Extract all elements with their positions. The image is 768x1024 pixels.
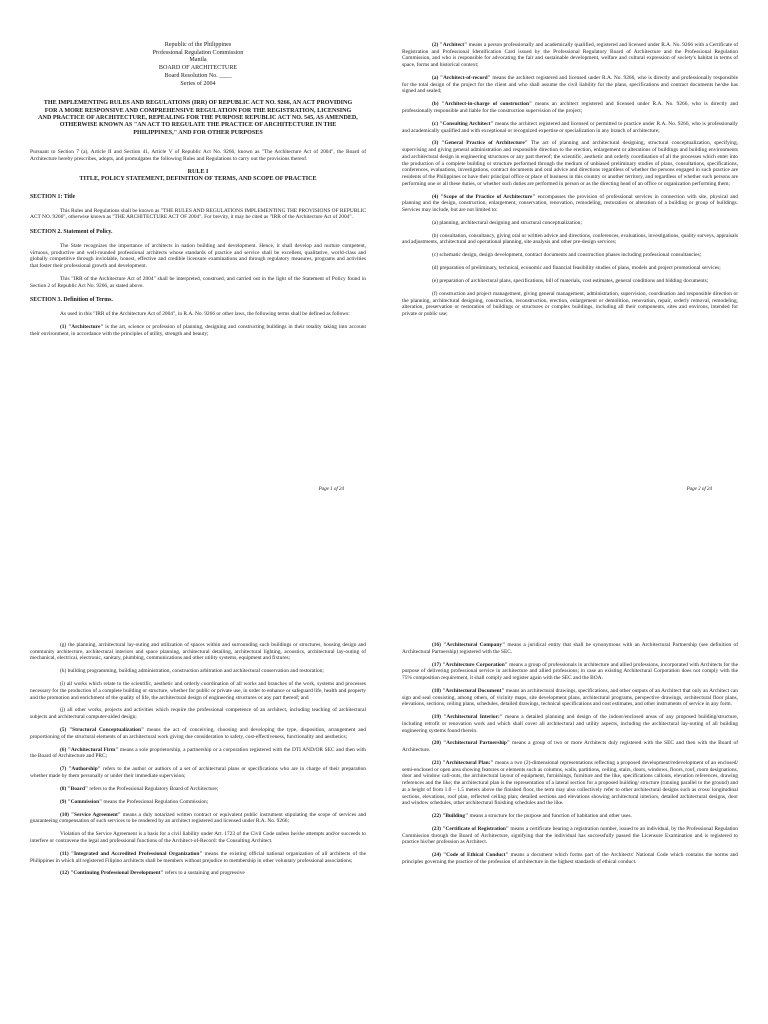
definition-item bbox=[30, 812, 366, 825]
definition-term: (8) "Board" bbox=[60, 785, 88, 792]
definition-text: refers to the Professional Regulatory Board of Architecture; bbox=[88, 785, 219, 792]
definition-term: (16) "Architectural Company" bbox=[432, 642, 506, 648]
header-line: Professional Regulation Commission bbox=[152, 49, 244, 56]
definition-text: Violation of the Service Agreement is a basis for a civil liability under Art. 1723 of the Civil Code unless he/she attempts and/or succeeds to interfere or contravene the legal and professional functions of the Architect-of-Record: the Consulting Architect. bbox=[30, 831, 366, 844]
definition-item bbox=[402, 826, 738, 846]
definition-text: (a) planning, architectural designing and structural conceptualization; bbox=[432, 219, 582, 226]
definition-text: means the Professional Regulation Commission; bbox=[102, 798, 209, 805]
definition-item bbox=[30, 851, 366, 864]
definition-item bbox=[402, 75, 738, 95]
document-title: THE IMPLEMENTING RULES AND REGULATIONS (IRR) OF REPUBLIC ACT NO. 9266, AN ACT PROVIDING FOR A MORE RESPONSIVE AND COMPREHENSIVE REGULATION FOR THE REGISTRATION, LICENSING AND PRACTICE OF ARCHITECTURE, REPEALING FOR THE PURPOSE REPUBLIC ACT NO. 545, AS AMENDED, OTHERWISE KNOWN AS "AN ACT TO REGULATE THE PRACTICE OF ARCHITECTURE IN THE PHILIPPINES," AND FOR OTHER PURPOSES bbox=[38, 100, 358, 136]
definition-item bbox=[30, 766, 366, 779]
definition-item bbox=[30, 831, 366, 844]
definition-term: (19) "Architectural Interior:" bbox=[432, 714, 503, 721]
definition-text: means the existing official national organization of all architects of the Philippines in which all registered Filipino architects shall be members without prejudice to membership in other voluntary professional associations; bbox=[30, 850, 366, 864]
page-footer: Page 2 of 24 bbox=[686, 487, 712, 492]
definition-term: (10) "Service Agreement" bbox=[60, 811, 121, 818]
definition-term: (b) "Architect-in-charge of construction" bbox=[432, 101, 532, 108]
definition-item bbox=[402, 252, 738, 259]
preamble: Pursuant to Section 7 (a), Article II and Section 41, Article V of Republic Act No. 9266, known as "The Architecture Act of 2004", the Board of Architecture hereby prescribes, adopts, and promulgates the following Rules and Regulations to carry out the provisions thereof. bbox=[30, 149, 366, 162]
definition-text: means an architect registered and licensed under R.A. No. 9266, who is directly and professionally responsible and liable for the construction supervision of the project; bbox=[402, 101, 738, 114]
definition-term: (a) "Architect-of-record" bbox=[432, 75, 491, 81]
definition-term: (18) "Architectural Document" bbox=[432, 687, 505, 694]
document-page-1 bbox=[0, 0, 384, 512]
header-line: BOARD OF ARCHITECTURE bbox=[158, 65, 238, 72]
definition-text: means a duly notarized written contract or equivalent public instrument stipulating the scope of services and guaranteeing compensation of such services to be rendered by an architect registered and licensed under R.A. No. 9266; bbox=[30, 811, 366, 825]
definition-item bbox=[402, 813, 738, 820]
definition-item bbox=[30, 870, 366, 877]
definition-item bbox=[402, 688, 738, 708]
definition-text: means a two (2)-dimensional representations reflecting a proposed development/redevelopment of an enclosed/ semi-enclosed or open area showing features or elements such as columns, walls, partitions, ceiling, stairs, doors, windows, floors, roof, room designations, door and window call-outs, the architectural layout of equipment, furnishings, furniture and the like, specifications callouts, elevation references, drawing references and the like; the architectural plan is the representation of a lateral section for a proposed building/ structure (running parallel to the ground) and at a height of from 1.0 – 1.5 meters above the finished floor, the term may also collectively refer to other architectural designs such as cross/ longitudinal sections, elevations, roof plan, reflected ceiling plan; detailed sections and elevations showing architectural interiors, detailed architectural designs, door and window schedules, other architectural finishing schedules and the like. bbox=[402, 760, 738, 807]
definition-text: The act of planning and architectural designing, structural conceptualization, specifying, supervising and giving general administration and responsible direction to the erection, enlargement or alterations of buildings and building environments and architectural design in engineering structures or any part thereof; the scientific, aesthetic and orderly coordination of all the processes which enter into the production of a complete building or structure performed through the medium of unbiased preliminary studies of plans, consultations, specifications, conferences, evaluations, investigations, contract documents and oral advice and directions regardless of whether the persons engaged in such practice are residents of the Philippines or have their principal office or place of business in this country or another territory, and regardless of whether such persons are performing one or all these duties, or whether such duties are performed in person or as the directing head of an office or organization performing them; bbox=[402, 140, 738, 187]
definition-term: (11) "Integrated and Accredited Professional Organization" bbox=[60, 850, 203, 857]
definition-text: means a group of professionals in architecture and allied professions, incorporated with Architects for the purpose of delivering professional service in architecture and allied professions; in case an existing Architectural Corporation does not comply with the 75% composition requirement, it shall comply and register again with the SEC and the BOA. bbox=[402, 661, 738, 681]
definition-term: (20) "Architectural Partnership" bbox=[432, 740, 510, 747]
item-list bbox=[30, 642, 366, 877]
definition-text: (c) schematic design, design development, contract documents and construction phases including professional consultancies; bbox=[432, 252, 702, 259]
definition-item bbox=[402, 740, 738, 753]
definition-term: (17) "Architecture Corporation" bbox=[432, 661, 508, 668]
definition-text: (g) the planning, architectural lay-outing and utilization of spaces within and surrounding such buildings or structures, housing design and community architecture, architectural interiors and space planning, architectural detailing, architectural lighting, acoustics, architectural lay-outing of mechanical, electrical, electronic, sanitary, plumbing, communications and other utility systems, equipment and fixtures; bbox=[30, 642, 366, 662]
definition-text: refers to a sustaining and progressive bbox=[163, 870, 245, 877]
definition-text: means a person professionally and academically qualified, registered and licensed under R.A. No. 9266 with a Certificate of Registration and Professional Identification Card issued by the Professional Regulatory Board of Architecture and the Professional Regulation Commission, and who is responsible for advocating the fair and sustainable development, welfare and cultural expression of society's habitat in terms of space, forms and historical context; bbox=[402, 42, 738, 69]
definition-text: (d) preparation of preliminary, technical, economic and financial feasibility studies of plans, models and project promotional services; bbox=[432, 265, 721, 272]
definition-text: means an architectural drawings, specifications, and other outputs of an Architect that only an Architect can sign and seal consisting, among others, of vicinity maps, site development plans, architectural programs, perspective drawings, architectural floor plans, elevations, sections, ceiling plans, schedules, detailed drawings, technical specifications and cost estimates, and other instruments of service in any form. bbox=[402, 687, 738, 708]
definition-item bbox=[30, 668, 366, 675]
section-text: The State recognizes the importance of architects in nation building and development. Hence, it shall develop and nurture competent, virtuous, productive and well-rounded professional architects whose standards of practice and service shall be excellent, qualitative, world-class and globally competitive through inviolable, honest, effective and credible licensure examinations and through regulatory measures, programs and activities that foster their professional growth and development. bbox=[30, 243, 366, 270]
definition-item bbox=[30, 747, 366, 760]
rule-heading bbox=[40, 169, 356, 184]
definition-text: (j) all other works, projects and activities which require the professional competence of an architect, including teaching of architectural subjects and architectural computer-aided design; bbox=[30, 707, 366, 721]
document-header bbox=[30, 42, 366, 88]
definition-item bbox=[402, 140, 738, 187]
definition-item bbox=[30, 681, 366, 701]
definition-item bbox=[30, 727, 366, 740]
definition-item bbox=[402, 662, 738, 682]
rule-title: TITLE, POLICY STATEMENT, DEFINITION OF TERMS, AND SCOPE OF PRACTICE bbox=[79, 176, 317, 183]
definition-text: means the act of conceiving, choosing and developing the type, disposition, arrangement and proportioning of the structural elements of an architectural work giving due consideration to safety, cost-effectiveness, functionality and aesthetics; bbox=[30, 727, 366, 740]
definition-text: means a structure for the purpose and function of habitation and other uses. bbox=[468, 813, 632, 820]
header-line: Republic of the Philippines bbox=[164, 42, 232, 48]
definition-item bbox=[30, 786, 366, 793]
definition-item bbox=[402, 42, 738, 69]
document-page-3 bbox=[0, 512, 384, 1024]
definition-item bbox=[402, 278, 738, 285]
definition-item bbox=[402, 852, 738, 865]
definition-text: means the architect registered and licensed under R.A. No. 9266, who is directly and professionally responsible for the total design of the project for the client and who shall assume the civil liability for the plans, specifications and contract documents he/she has signed and sealed; bbox=[402, 75, 738, 95]
definition-term: (9) "Commission" bbox=[60, 798, 103, 805]
definition-item bbox=[402, 121, 738, 134]
definition-term: (7) "Authorship" bbox=[60, 766, 101, 773]
definition-text: refers to the author or authors of a set of architectural plans or specifications who are in charge of their preparation whether made by them personally or under their immediate supervision; bbox=[30, 766, 366, 779]
document-page-2 bbox=[384, 0, 768, 512]
definition-item bbox=[402, 265, 738, 272]
definition-item bbox=[30, 799, 366, 806]
definition-text: means a juridical entity that shall be synonymous with an Architectural Partnership (see definition of Architectural Partnership) registered with the SEC. bbox=[402, 642, 738, 655]
definition-text: (b) consultation, consultancy, giving oral or written advice and directions, conferences, evaluations, investigations, quality surveys, appraisals and adjustments, architectural and operational planning, site analysis and other pre-design services; bbox=[402, 232, 738, 246]
header-line: Manila bbox=[189, 57, 207, 64]
definition-item bbox=[402, 714, 738, 734]
definition-item bbox=[30, 324, 366, 337]
definition-term: (5) "Structural Conceptualization" bbox=[60, 727, 144, 734]
definition-item bbox=[402, 642, 738, 655]
definition-text: encompasses the provision of professional services in connection with site, physical and planning and the design, construction, enlargement, conservation, renovation, remodeling, restoration or alteration of a building or group of buildings. Services may include, but are not limited to: bbox=[402, 193, 738, 213]
definition-text: means a document which forms part of the Architects' National Code which contains the norms and principles governing the practice of the profession of architecture in the highest standards of ethical conduct. bbox=[402, 852, 738, 866]
definition-item bbox=[402, 220, 738, 227]
definition-item bbox=[402, 101, 738, 114]
item-list bbox=[402, 642, 738, 866]
definition-term: (24) "Code of Ethical Conduct" bbox=[432, 852, 509, 859]
header-line: Series of 2004 bbox=[180, 80, 216, 87]
definition-item bbox=[30, 642, 366, 662]
definition-text: (i) all works which relate to the scientific, aesthetic and orderly coordination of all works and branches of the work, systems and processes necessary for the production of a complete building or structure, whether for public or private use, in order to enhance or safeguard life, health and property and the promotion and enrichment of the quality of life, the architectural design of engineering structures or any part thereof; and bbox=[30, 681, 366, 701]
definition-term: (21) "Architectural Plan:" bbox=[432, 760, 494, 767]
definition-term: (23) "Certificate of Registration" bbox=[432, 826, 509, 833]
definition-term: (12) "Continuing Professional Development" bbox=[60, 870, 164, 877]
definition-text: means the architect registered and licensed or permitted to practice under R.A. No. 9266, who is professionally and academically qualified and with exceptional or recognized expertise or specialization in any branch of architecture; bbox=[402, 120, 738, 134]
item-list bbox=[402, 42, 738, 318]
section-heading: SECTION 2. Statement of Policy. bbox=[30, 229, 113, 236]
header-line: Board Resolution No. ____ bbox=[164, 72, 232, 79]
definition-item bbox=[402, 194, 738, 214]
section-text: This "IRR of the Architecture Act of 2004" shall be interpreted, construed, and carried out in the light of the Statement of Policy found in Section 2 of Republic Act No. 9266, as stated above. bbox=[30, 276, 366, 289]
definition-item bbox=[30, 707, 366, 720]
definition-term: (1) "Architecture" bbox=[60, 324, 104, 331]
section-heading: SECTION 3. Definition of Terms. bbox=[30, 297, 113, 304]
section-heading: SECTION 1: Title bbox=[30, 193, 76, 200]
definition-term: (2) "Architect" bbox=[432, 42, 468, 48]
definition-text: (e) preparation of architectural plans, specifications, bill of materials, cost estimates, general conditions and bidding documents; bbox=[432, 278, 709, 285]
definition-text: (h) building programming, building administration, construction arbitration and architectural conservation and restoration; bbox=[60, 668, 324, 675]
section-text: This Rules and Regulations shall be known as "THE RULES AND REGULATIONS IMPLEMENTING THE PROVISIONS OF REPUBLIC ACT NO. 9266", otherwise known as "THE ARCHITECTURE ACT OF 2004". For brevity, it may be cited as "IRR of the Architecture Act of 2004". bbox=[30, 207, 366, 221]
rule-number: RULE I bbox=[187, 168, 209, 175]
definition-text: (f) construction and project management, giving general management, administration, supervision, coordination and responsible direction or the planning, architectural designing, construction, reconstruction, erection, enlargement or demolition, renovation, repair, orderly removal, remodeling, alteration, preservation or restoration of buildings or structures or complex buildings, including all their components, sites and environs, intended for private or public use; bbox=[402, 291, 738, 318]
definition-text: means a group of two or more Architects duly registered with the SEC and then with the Board of Architecture. bbox=[402, 740, 739, 754]
definition-item bbox=[402, 760, 738, 807]
section-text: As used in this "IRR of the Architecture Act of 2004", in R.A. No. 9266 or other laws, the following terms shall be defined as follows: bbox=[60, 311, 350, 318]
definition-item bbox=[402, 291, 738, 318]
definition-term: (6) "Architectural Firm" bbox=[60, 746, 119, 753]
document-page-4 bbox=[384, 512, 768, 1024]
definition-text: means a detailed planning and design of the indoor/enclosed areas of any proposed building/structure, including retrofit or renovation work and which shall cover all architectural and utility aspects, including the architectural lay-outing of all building engineering systems found therein. bbox=[402, 714, 738, 734]
definition-term: (3) "General Practice of Architecture" bbox=[432, 140, 528, 147]
page-footer: Page 1 of 24 bbox=[318, 487, 344, 492]
definition-text: is the art, science or profession of planning, designing and constructing buildings in their totality taking into account their environment, in accordance with the principles of utility, strength and beauty; bbox=[30, 324, 366, 338]
definition-term: (4) "Scope of the Practice of Architecture" bbox=[432, 193, 536, 200]
definition-text: means a sole proprietorship, a partnership or a corporation registered with the DTI AND/OR SEC and then with the Board of Architecture and PRC; bbox=[30, 746, 366, 760]
definition-text: means a certificate bearing a registration number, issued to an individual, by the Professional Regulation Commission through the Board of Architecture, signifying that the individual has successfully passed the Licensure Examination and is registered to practice his/her profession as Architect. bbox=[402, 826, 738, 846]
definition-term: (c) "Consulting Architect" bbox=[432, 120, 494, 127]
definition-term: (22) "Building" bbox=[432, 813, 469, 820]
definition-item bbox=[402, 233, 738, 246]
